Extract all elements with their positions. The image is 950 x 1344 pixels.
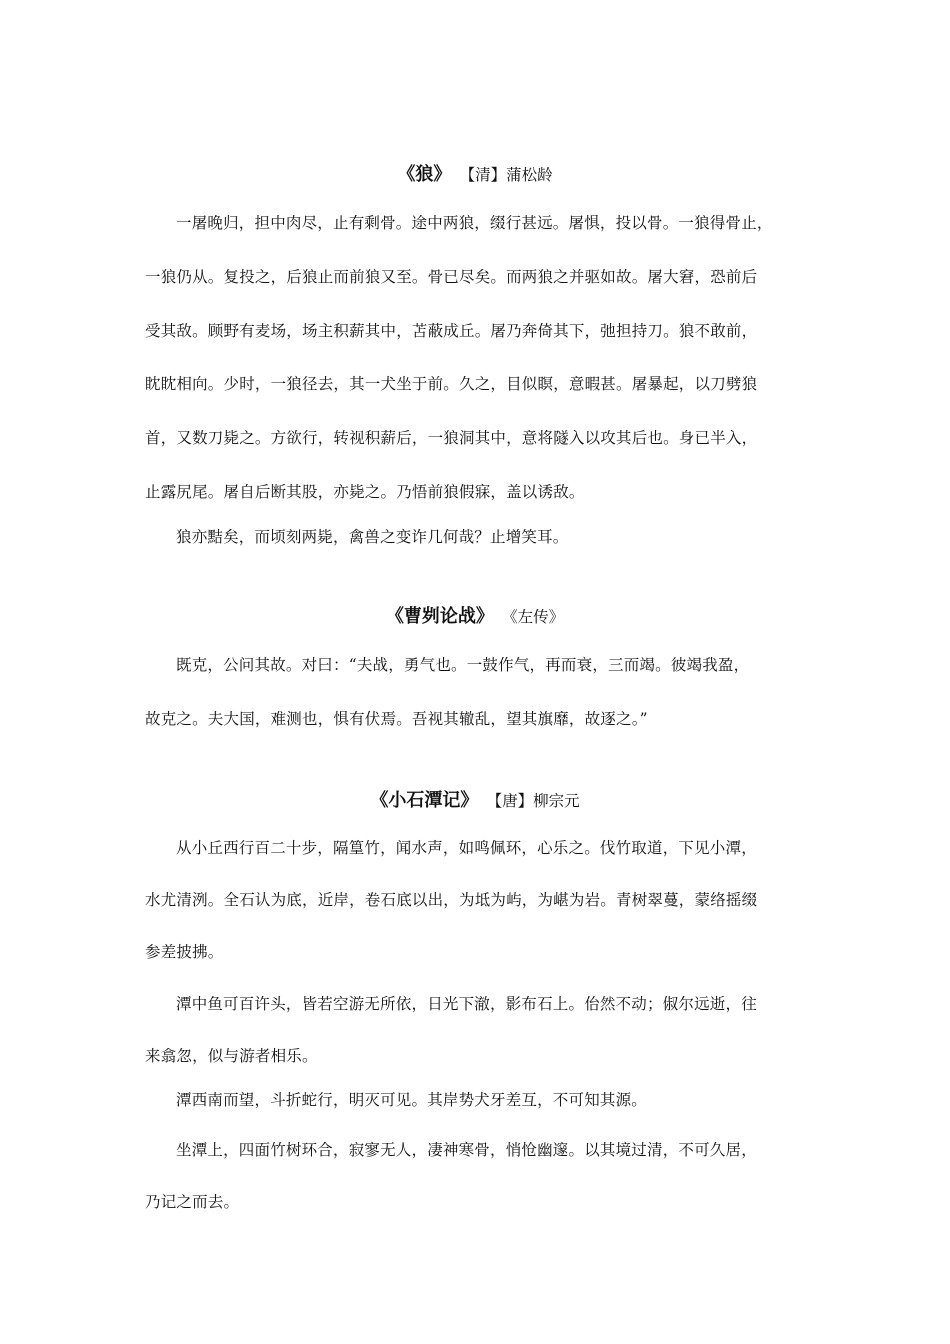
text-line: 潭中鱼可百许头，皆若空游无所依，日光下澈，影布石上。佁然不动；俶尔远逝，往 [176,995,757,1013]
text-line: 首，又数刀毙之。方欲行，转视积薪后，一狼洞其中，意将隧入以攻其后也。身已半入， [145,429,758,447]
poem-title-block [0,602,950,628]
text-line: 坐潭上，四面竹树环合，寂寥无人，凄神寒骨，悄怆幽邃。以其境过清，不可久居， [176,1141,757,1159]
text-line: 参差披拂。 [145,943,224,961]
poem-title-block [0,160,950,186]
poem-source: 【清】蒲松龄 [467,166,553,184]
text-line: 狼亦黠矣，而顷刻两毙，禽兽之变诈几何哉？止增笑耳。 [176,528,569,546]
poem-title: 《小石潭记》 [370,790,479,811]
poem-title-block [0,786,950,812]
poem-source: 【唐】柳宗元 [494,792,580,810]
text-line: 故克之。夫大国，难测也，惧有伏焉。吾视其辙乱，望其旗靡，故逐之。” [145,710,648,728]
poem-title: 《曹刿论战》 [385,606,494,627]
text-line: 止露尻尾。屠自后断其股，亦毙之。乃悟前狼假寐，盖以诱敌。 [145,483,585,501]
text-line: 一屠晚归，担中肉尽，止有剩骨。途中两狼，缀行甚远。屠惧，投以骨。一狼得骨止， [176,214,773,232]
text-line: 乃记之而去。 [145,1193,240,1211]
text-line: 从小丘西行百二十步，隔篁竹，闻水声，如鸣佩环，心乐之。伐竹取道，下见小潭， [176,839,757,857]
text-line: 一狼仍从。复投之，后狼止而前狼又至。骨已尽矣。而两狼之并驱如故。屠大窘，恐前后 [145,268,758,286]
text-line: 既克，公问其故。对曰：“夫战，勇气也。一鼓作气，再而衰，三而竭。彼竭我盈， [176,656,750,674]
text-line: 眈眈相向。少时，一狼径去，其一犬坐于前。久之，目似瞑，意暇甚。屠暴起，以刀劈狼 [145,375,758,393]
text-line: 水尤清洌。全石认为底，近岸，卷石底以出，为坻为屿，为嵁为岩。青树翠蔓，蒙络摇缀 [145,891,758,909]
text-line: 来翕忽，似与游者相乐。 [145,1047,318,1065]
poem-title: 《狼》 [397,164,452,185]
text-line: 潭西南而望，斗折蛇行，明灭可见。其岸势犬牙差互，不可知其源。 [176,1091,648,1109]
text-line: 受其敌。顾野有麦场，场主积薪其中，苫蔽成丘。屠乃奔倚其下，弛担持刀。狼不敢前， [145,322,758,340]
poem-source: 《左传》 [509,608,565,626]
